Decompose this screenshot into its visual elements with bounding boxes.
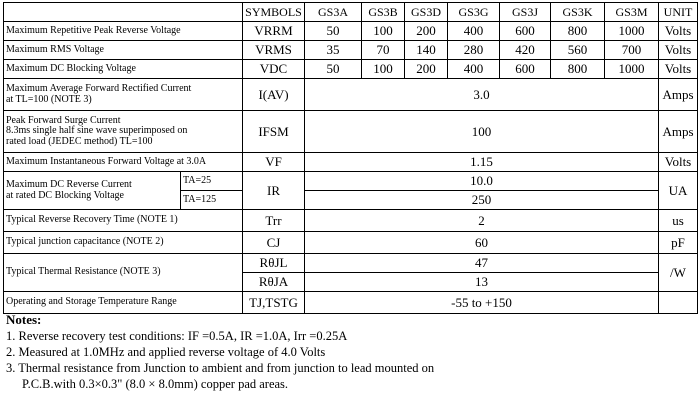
row-vrms bbox=[4, 41, 698, 60]
row-vf bbox=[4, 153, 698, 172]
header-part: GS3J bbox=[500, 3, 551, 22]
header-part: GS3D bbox=[405, 3, 448, 22]
unit-cell bbox=[659, 292, 698, 314]
value-cell: 100 bbox=[362, 60, 405, 79]
value-cell: 2 bbox=[305, 210, 659, 232]
row-thermal-1 bbox=[4, 254, 698, 273]
notes-title: Notes: bbox=[6, 312, 42, 327]
unit-cell: Amps bbox=[659, 79, 698, 111]
symbol-cell: IR bbox=[243, 172, 305, 210]
ratings-table bbox=[3, 2, 698, 314]
param-label bbox=[4, 111, 243, 153]
value-cell: 50 bbox=[305, 60, 362, 79]
header-part: GS3B bbox=[362, 3, 405, 22]
value-cell: 140 bbox=[405, 41, 448, 60]
param-label: Maximum Repetitive Peak Reverse Voltage bbox=[4, 22, 243, 41]
value-cell: 560 bbox=[551, 41, 605, 60]
value-cell: 60 bbox=[305, 232, 659, 254]
value-cell: 800 bbox=[551, 22, 605, 41]
header-part: GS3G bbox=[448, 3, 500, 22]
note-item: 3. Thermal resistance from Junction to ambient and from junction to lead mounted on bbox=[6, 361, 435, 375]
value-cell: 10.0 bbox=[305, 172, 659, 191]
value-cell: -55 to +150 bbox=[305, 292, 659, 314]
symbol-cell: RθJA bbox=[243, 273, 305, 292]
value-cell: 1.15 bbox=[305, 153, 659, 172]
note-item: 1. Reverse recovery test conditions: IF =0.5A, IR =1.0A, Irr =0.25A bbox=[6, 329, 348, 343]
value-cell: 200 bbox=[405, 60, 448, 79]
symbol-cell: Trr bbox=[243, 210, 305, 232]
value-cell: 250 bbox=[305, 191, 659, 210]
value-cell: 35 bbox=[305, 41, 362, 60]
value-cell: 100 bbox=[362, 22, 405, 41]
unit-cell: UA bbox=[659, 172, 698, 210]
value-cell: 70 bbox=[362, 41, 405, 60]
value-cell: 420 bbox=[500, 41, 551, 60]
param-line: at TL=100 (NOTE 3) bbox=[6, 93, 92, 105]
param-label: Maximum DC Blocking Voltage bbox=[4, 60, 243, 79]
value-cell: 1000 bbox=[605, 22, 659, 41]
header-part: GS3A bbox=[305, 3, 362, 22]
unit-cell: Volts bbox=[659, 60, 698, 79]
param-label bbox=[4, 172, 181, 210]
condition-cell: TA=125 bbox=[181, 191, 243, 210]
param-line: at rated DC Blocking Voltage bbox=[6, 189, 124, 201]
symbol-cell: I(AV) bbox=[243, 79, 305, 111]
row-temp bbox=[4, 292, 698, 314]
value-cell: 13 bbox=[305, 273, 659, 292]
symbol-cell: VF bbox=[243, 153, 305, 172]
param-line: 8.3ms single half sine wave superimposed on bbox=[6, 125, 188, 137]
row-ir-1 bbox=[4, 172, 698, 191]
param-line: Maximum DC Reverse Current bbox=[6, 179, 132, 190]
symbol-cell: RθJL bbox=[243, 254, 305, 273]
header-unit: UNIT bbox=[659, 3, 698, 22]
header-part: GS3M bbox=[605, 3, 659, 22]
unit-cell: Amps bbox=[659, 111, 698, 153]
value-cell: 47 bbox=[305, 254, 659, 273]
header-part: GS3K bbox=[551, 3, 605, 22]
symbol-cell: TJ,TSTG bbox=[243, 292, 305, 314]
row-trr bbox=[4, 210, 698, 232]
note-item: 2. Measured at 1.0MHz and applied reverse voltage of 4.0 Volts bbox=[6, 345, 326, 359]
unit-cell: Volts bbox=[659, 41, 698, 60]
param-label: Maximum Instantaneous Forward Voltage at 3.0A bbox=[4, 153, 243, 172]
notes-section bbox=[6, 312, 434, 392]
row-ifsm bbox=[4, 111, 698, 153]
value-cell: 50 bbox=[305, 22, 362, 41]
row-vdc bbox=[4, 60, 698, 79]
unit-cell: Volts bbox=[659, 153, 698, 172]
param-label: Typical Thermal Resistance (NOTE 3) bbox=[4, 254, 243, 292]
unit-cell: us bbox=[659, 210, 698, 232]
row-iav bbox=[4, 79, 698, 111]
unit-cell: pF bbox=[659, 232, 698, 254]
header-symbols: SYMBOLS bbox=[243, 3, 305, 22]
symbol-cell: IFSM bbox=[243, 111, 305, 153]
param-line: Maximum Average Forward Rectified Current bbox=[6, 83, 192, 94]
header-blank bbox=[4, 3, 243, 22]
param-label: Operating and Storage Temperature Range bbox=[4, 292, 243, 314]
value-cell: 200 bbox=[405, 22, 448, 41]
value-cell: 400 bbox=[448, 22, 500, 41]
value-cell: 600 bbox=[500, 22, 551, 41]
note-item: P.C.B.with 0.3×0.3" (8.0 × 8.0mm) copper pad areas. bbox=[22, 377, 289, 391]
value-cell: 100 bbox=[305, 111, 659, 153]
unit-cell: /W bbox=[659, 254, 698, 292]
symbol-cell: CJ bbox=[243, 232, 305, 254]
value-cell: 280 bbox=[448, 41, 500, 60]
param-label bbox=[4, 79, 243, 111]
spec-sheet bbox=[3, 2, 697, 314]
param-label: Maximum RMS Voltage bbox=[4, 41, 243, 60]
value-cell: 3.0 bbox=[305, 79, 659, 111]
param-label: Typical Reverse Recovery Time (NOTE 1) bbox=[4, 210, 243, 232]
header-row bbox=[4, 3, 698, 22]
row-vrrm bbox=[4, 22, 698, 41]
value-cell: 600 bbox=[500, 60, 551, 79]
symbol-cell: VDC bbox=[243, 60, 305, 79]
value-cell: 800 bbox=[551, 60, 605, 79]
value-cell: 400 bbox=[448, 60, 500, 79]
value-cell: 700 bbox=[605, 41, 659, 60]
param-label: Typical junction capacitance (NOTE 2) bbox=[4, 232, 243, 254]
param-line: rated load (JEDEC method) TL=100 bbox=[6, 135, 153, 147]
symbol-cell: VRMS bbox=[243, 41, 305, 60]
unit-cell: Volts bbox=[659, 22, 698, 41]
param-line: Peak Forward Surge Current bbox=[6, 114, 121, 126]
row-cj bbox=[4, 232, 698, 254]
value-cell: 1000 bbox=[605, 60, 659, 79]
symbol-cell: VRRM bbox=[243, 22, 305, 41]
condition-cell: TA=25 bbox=[181, 172, 243, 191]
